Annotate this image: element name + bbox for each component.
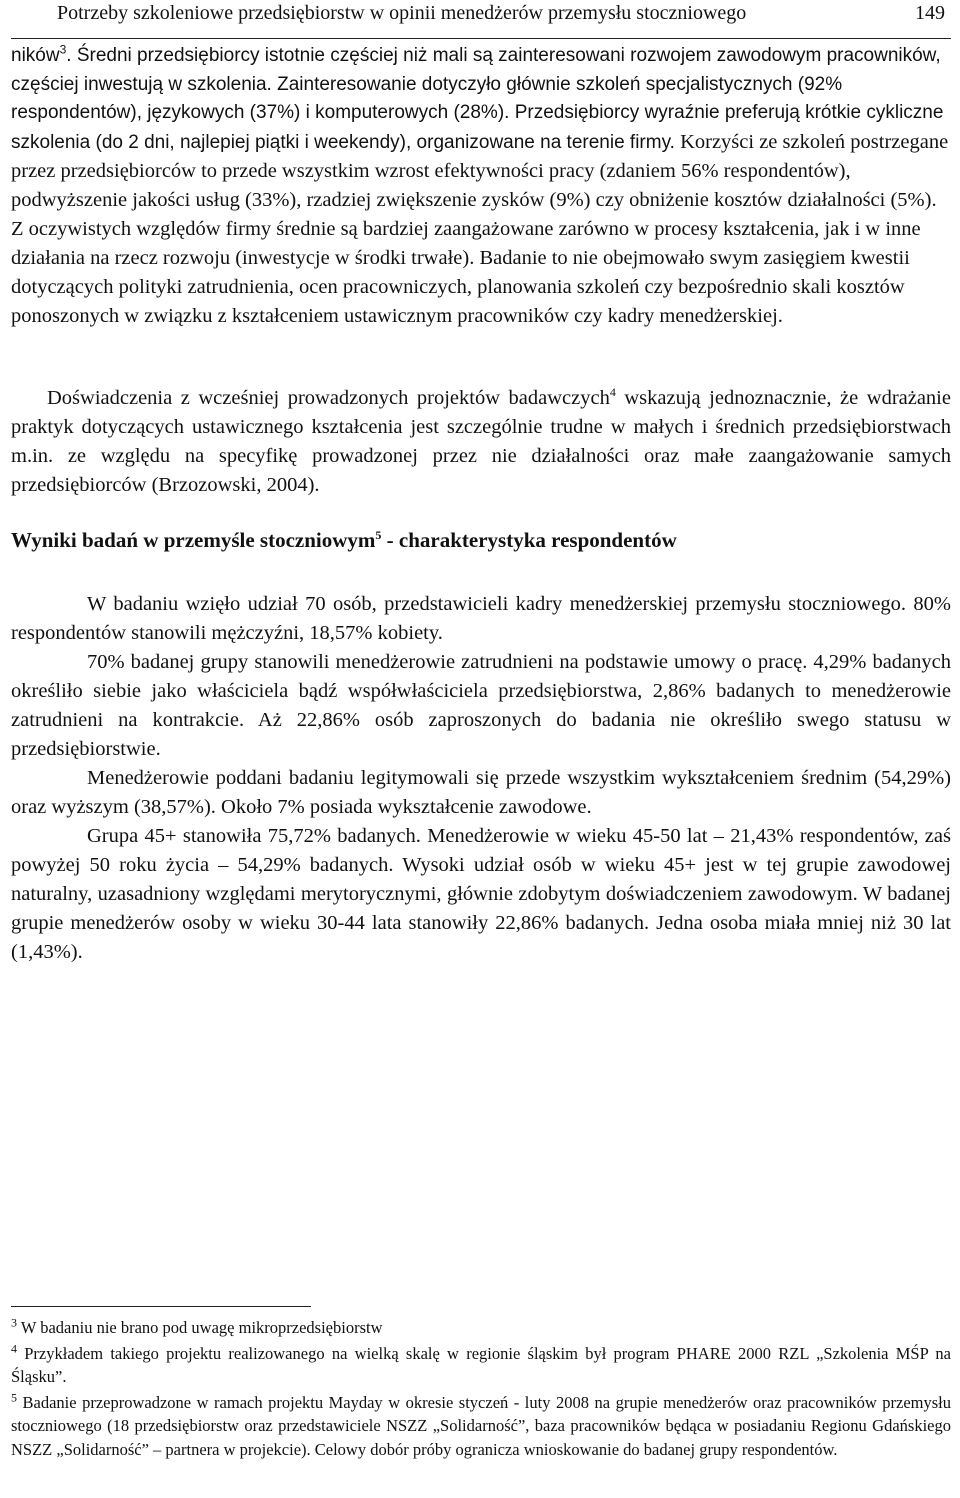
paragraph-1 (11, 42, 951, 331)
paragraph-2 (11, 384, 951, 500)
section-heading (11, 528, 677, 553)
paragraph-2-start: Doświadczenia z wcześniej prowadzonych projektów badawczych (47, 387, 610, 409)
header-title: Potrzeby szkoleniowe przedsiębiorstw w opinii menedżerów przemysłu stoczniowego (57, 2, 747, 24)
results-paragraph-3: Menedżerowie poddani badaniu legitymowali się przede wszystkim wykształceniem średnim (54,29%) oraz wyższym (38,57%). Około 7% posiada wykształcenie zawodowe. (11, 767, 951, 818)
footnote-4 (11, 1342, 951, 1389)
results-paragraph-2: 70% badanej grupy stanowili menedżerowie zatrudnieni na podstawie umowy o pracę. 4,29% badanych określiło siebie jako właściciela bądź współwłaściciela przedsiębiorstwa, 2,86% badanych to menedżerowie zatrudnieni na kontrakcie. Aż 22,86% osób zaproszonych do badania nie określiło swego statusu w przedsiębiorstwie. (11, 651, 951, 760)
footnote-number: 3 (11, 1315, 17, 1330)
footnote-ref-5[interactable]: 5 (375, 528, 382, 542)
results-section (11, 590, 951, 967)
heading-rest: - charakterystyka respondentów (381, 528, 677, 552)
results-paragraph-1: W badaniu wzięło udział 70 osób, przedstawicieli kadry menedżerskiej przemysłu stoczniowego. 80% respondentów stanowili mężczyźni, 18,57% kobiety. (11, 593, 951, 644)
paragraph-1-start: ników (11, 45, 60, 66)
running-header (11, 0, 951, 39)
footnote-text: W badaniu nie brano pod uwagę mikroprzedsiębiorstw (17, 1318, 383, 1337)
footnote-number: 5 (11, 1390, 17, 1404)
paragraph-2-text (11, 384, 951, 500)
paragraph-1-text: . Średni przedsiębiorcy istotnie częściej niż mali są zainteresowani rozwojem zawodowym pracowników, częściej inwestują w szkolenia. Zainteresowanie dotyczyło głównie szkoleń specjalistycznych (92% respondentów), językowych (37%) i komputerowych (28%). Przedsiębiorcy wyraźnie preferują krótkie cykliczne szkolenia (do 2 dni, najlepiej piątki i weekendy), organizowane na terenie firmy. (11, 45, 944, 153)
page-number: 149 (915, 2, 945, 24)
footnote-number: 4 (11, 1341, 17, 1355)
footnote-text: Przykładem takiego projektu realizowanego na wielką skalę w regionie śląskim był program PHARE 2000 RZL „Szkolenia MŚP na Śląsku”. (11, 1343, 951, 1386)
footnote-ref-3[interactable]: 3 (59, 42, 67, 57)
footnote-divider (11, 1306, 311, 1307)
footnote-3 (11, 1316, 951, 1340)
document-page (11, 0, 951, 1459)
paragraph-2-rest: wskazują jednoznacznie, że wdrażanie praktyk dotyczących ustawicznego kształcenia jest szczególnie trudne w małych i średnich przedsiębiorstwach m.in. ze względu na specyfikę prowadzonej przez nie działalności oraz małe zaangażowanie samych przedsiębiorców (Brzozowski, 2004). (11, 387, 951, 496)
footnote-5 (11, 1391, 951, 1462)
footnote-ref-4[interactable]: 4 (609, 385, 616, 400)
footnote-text: Badanie przeprowadzone w ramach projektu Mayday w okresie styczeń - luty 2008 na grupie menedżerów oraz pracowników przemysłu stoczniowego (18 przedsiębiorstw oraz przedstawiciele NSZZ „Solidarność”, baza pracowników będąca w posiadaniu Regionu Gdańskiego NSZZ „Solidarność” – partnera w projekcie). Celowy dobór próby ogranicza wnioskowanie do badanej grupy respondentów. (11, 1392, 951, 1459)
paragraph-1-serif-text: Korzyści ze szkoleń postrzegane przez przedsiębiorców to przede wszystkim wzrost efektywności pracy (zdaniem 56% respondentów), podwyższenie jakości usług (33%), rzadziej zwiększenie zysków (9%) czy obniżenie kosztów działalności (5%). Z oczywistych względów firmy średnie są bardziej zaangażowane zarówno w procesy kształcenia, jak i w inne działania na rzecz rozwoju (inwestycje w środki trwałe). Badanie to nie obejmowało swym zasięgiem kwestii dotyczących polityki zatrudnienia, ocen pracowniczych, planowania szkoleń czy bezpośrednio skali kosztów ponoszonych w związku z kształceniem ustawicznym pracowników czy kadry menedżerskiej. (11, 130, 949, 328)
heading-text: Wyniki badań w przemyśle stoczniowym (11, 528, 376, 552)
footnotes (11, 1316, 951, 1463)
results-paragraph-4: Grupa 45+ stanowiła 75,72% badanych. Menedżerowie w wieku 45-50 lat – 21,43% respondentów, zaś powyżej 50 roku życia – 54,29% badanych. Wysoki udział osób w wieku 45+ jest w tej grupie zawodowej naturalny, uzasadniony względami merytorycznymi, głównie zdobytym doświadczeniem zawodowym. W badanej grupie menedżerów osoby w wieku 30-44 lata stanowiły 22,86% badanych. Jedna osoba miała mniej niż 30 lat (1,43%). (11, 825, 951, 963)
